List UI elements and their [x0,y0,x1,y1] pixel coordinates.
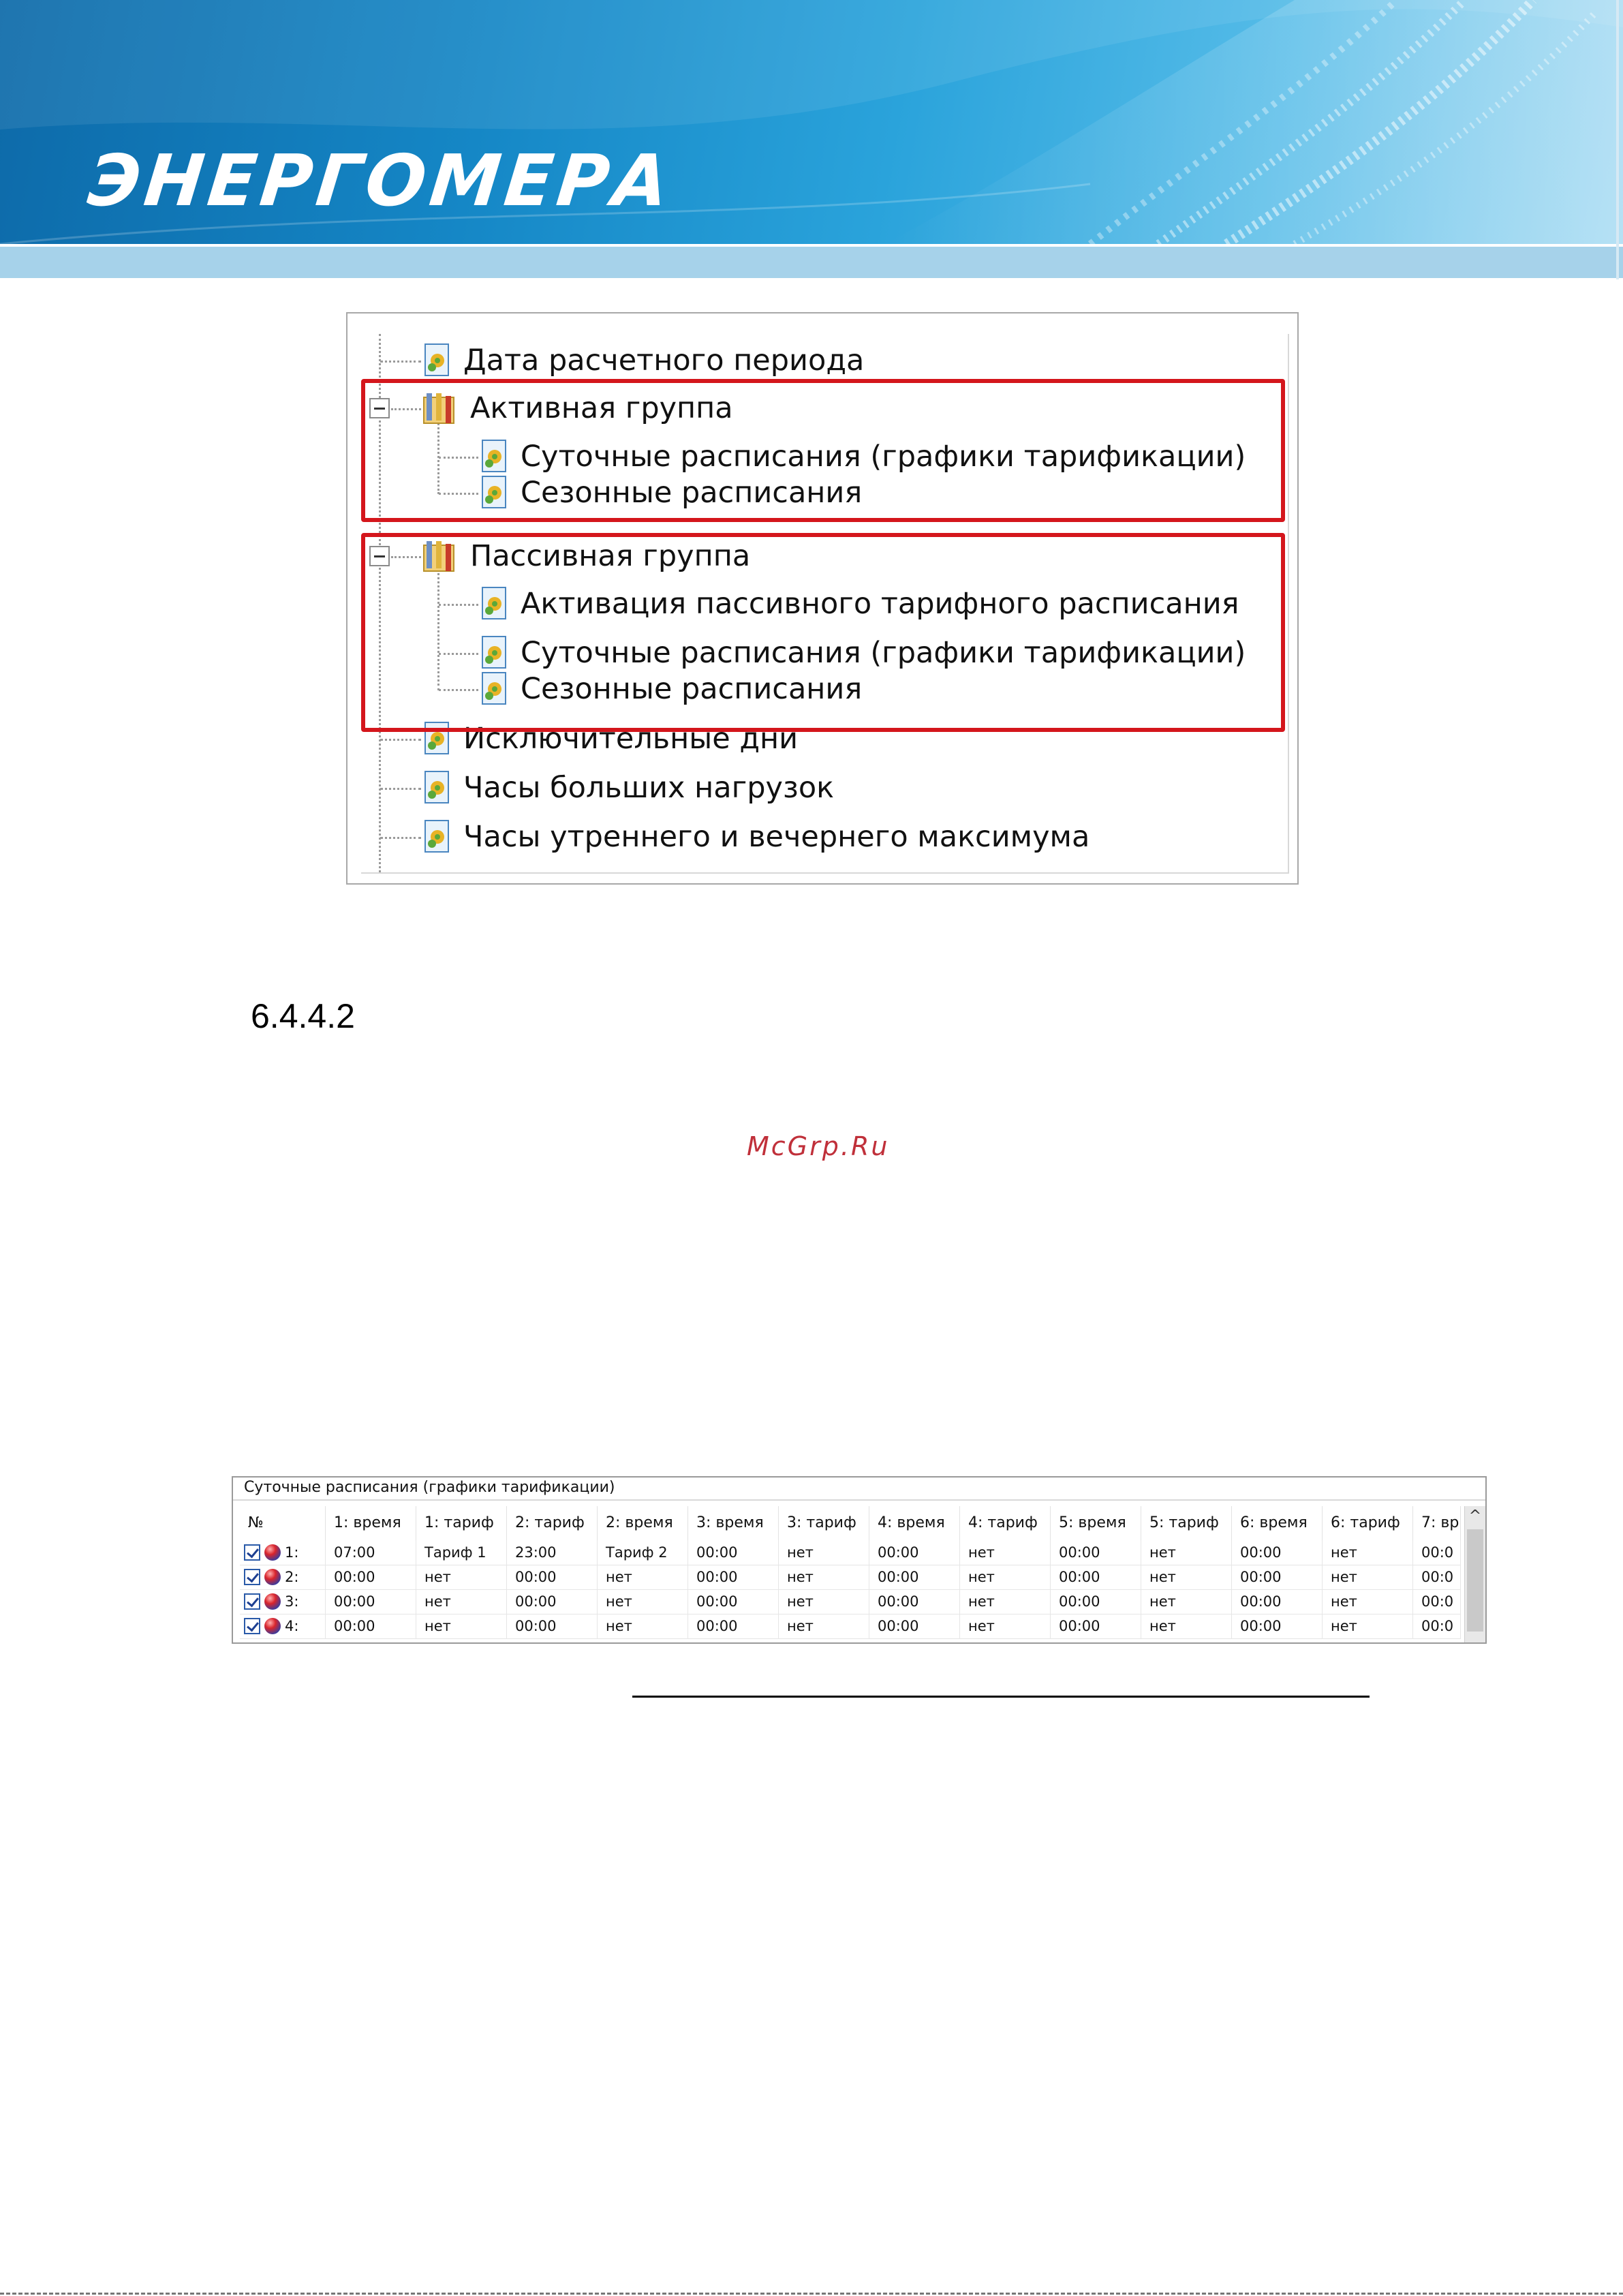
table-cell[interactable]: 00:00 [326,1589,416,1614]
table-cell[interactable]: нет [779,1540,869,1565]
tree-connector [380,837,421,839]
tree-item-label: Сезонные расписания [521,476,863,510]
row-checkbox[interactable] [244,1569,260,1585]
table-cell[interactable]: 00:00 [1232,1614,1323,1638]
tree-connector [380,788,421,790]
row-number: 4: [285,1618,299,1634]
table-cell[interactable]: 00:00 [869,1565,960,1589]
table-cell[interactable]: 00:00 [507,1565,598,1589]
table-cell[interactable]: 00:0 [1413,1565,1461,1589]
table-cell[interactable]: нет [779,1565,869,1589]
column-header[interactable]: 4: тариф [960,1506,1051,1540]
tree-item-label: Исключительные дни [463,722,799,756]
tree-item-label: Пассивная группа [470,539,751,573]
status-ball-icon [264,1593,281,1610]
row-checkbox[interactable] [244,1544,260,1561]
status-ball-icon [264,1618,281,1634]
row-number: 3: [285,1593,299,1610]
scroll-up-icon[interactable]: ^ [1468,1507,1482,1525]
table-row[interactable] [240,1565,1461,1590]
table-cell[interactable]: нет [598,1565,688,1589]
table-cell[interactable]: нет [1141,1589,1232,1614]
scrollbar-thumb[interactable] [1467,1529,1483,1632]
tree-item-label: Суточные расписания (графики тарификации) [521,636,1246,670]
row-number: 2: [285,1569,299,1585]
table-cell[interactable]: 00:00 [1051,1589,1141,1614]
row-checkbox[interactable] [244,1593,260,1610]
table-cell[interactable]: 00:00 [1232,1565,1323,1589]
row-number-cell [240,1614,326,1638]
table-cell[interactable]: 00:0 [1413,1614,1461,1638]
table-cell[interactable]: 00:00 [869,1589,960,1614]
table-cell[interactable]: Тариф 1 [416,1540,507,1565]
column-header[interactable]: 7: вр [1413,1506,1461,1540]
tree-item-label: Активная группа [470,391,733,425]
table-row[interactable] [240,1540,1461,1565]
column-header[interactable]: № [240,1506,326,1540]
table-cell[interactable]: нет [1141,1614,1232,1638]
tree-connector [380,361,421,363]
row-number: 1: [285,1544,299,1561]
table-cell[interactable]: 23:00 [507,1540,598,1565]
table-cell[interactable]: 00:00 [688,1589,779,1614]
row-number-cell [240,1589,326,1614]
table-cell[interactable]: 00:00 [326,1565,416,1589]
grid-title: Суточные расписания (графики тарификации) [244,1479,615,1496]
table-cell[interactable]: нет [779,1614,869,1638]
tree-item[interactable] [422,816,1089,858]
column-header[interactable]: 4: время [869,1506,960,1540]
page-footer-line [0,2293,1623,2295]
document-gear-icon [422,819,454,855]
table-row[interactable] [240,1589,1461,1614]
table-cell[interactable]: нет [1323,1589,1413,1614]
banner-edge-line [1616,0,1619,279]
table-cell[interactable]: нет [416,1589,507,1614]
row-number-cell [240,1565,326,1589]
table-cell[interactable]: нет [1141,1540,1232,1565]
table-cell[interactable]: нет [1323,1540,1413,1565]
table-cell[interactable]: 00:00 [688,1565,779,1589]
table-cell[interactable]: Тариф 2 [598,1540,688,1565]
column-header[interactable]: 2: тариф [507,1506,598,1540]
column-header[interactable]: 6: время [1232,1506,1323,1540]
table-cell[interactable]: нет [779,1589,869,1614]
company-logo: ЭНЕРГОМЕРА [84,139,677,222]
table-cell[interactable]: 00:00 [1232,1589,1323,1614]
table-cell[interactable]: 00:00 [1232,1540,1323,1565]
table-cell[interactable]: нет [598,1589,688,1614]
grid-header [240,1506,1461,1540]
header-banner [0,0,1623,244]
tree-item-label: Дата расчетного периода [463,343,865,378]
table-cell[interactable]: нет [598,1614,688,1638]
table-cell[interactable]: 00:00 [688,1614,779,1638]
document-gear-icon [422,770,454,806]
table-cell[interactable]: 00:00 [507,1589,598,1614]
table-cell[interactable]: нет [1323,1565,1413,1589]
table-cell[interactable]: 00:00 [1051,1540,1141,1565]
document-gear-icon [422,343,454,378]
header-stripe [0,247,1623,278]
table-cell[interactable]: 07:00 [326,1540,416,1565]
status-ball-icon [264,1544,281,1561]
column-header[interactable]: 5: время [1051,1506,1141,1540]
column-header[interactable]: 3: время [688,1506,779,1540]
tree-item-label: Часы больших нагрузок [463,771,835,805]
tree-item[interactable] [422,339,864,382]
table-cell[interactable]: 00:0 [1413,1589,1461,1614]
row-checkbox[interactable] [244,1618,260,1634]
tree-connector [380,739,421,741]
table-cell[interactable]: нет [416,1565,507,1589]
tree-item-label: Сезонные расписания [521,672,863,706]
table-cell[interactable]: нет [960,1614,1051,1638]
table-cell[interactable]: нет [960,1565,1051,1589]
column-header[interactable]: 2: время [598,1506,688,1540]
table-cell[interactable]: 00:00 [326,1614,416,1638]
column-header[interactable]: 3: тариф [779,1506,869,1540]
tree-item-label: Суточные расписания (графики тарификации) [521,440,1246,474]
tree-item-label: Активация пассивного тарифного расписания [521,587,1239,621]
table-row[interactable] [240,1614,1461,1639]
table-cell[interactable]: нет [416,1614,507,1638]
table-cell[interactable]: 00:00 [869,1540,960,1565]
highlight-passive-group [361,533,1285,732]
tree-screenshot [346,312,1299,885]
highlight-active-group [361,379,1285,522]
table-cell[interactable]: нет [1323,1614,1413,1638]
row-number-cell [240,1540,326,1565]
table-cell[interactable]: 00:00 [869,1614,960,1638]
column-header[interactable]: 1: тариф [416,1506,507,1540]
table-cell[interactable]: 00:00 [1051,1565,1141,1589]
table-cell[interactable]: 00:0 [1413,1540,1461,1565]
tree-item-label: Часы утреннего и вечернего максимума [463,820,1090,854]
table-cell[interactable]: 00:00 [688,1540,779,1565]
table-cell[interactable]: 00:00 [1051,1614,1141,1638]
column-header[interactable]: 1: время [326,1506,416,1540]
table-cell[interactable]: 00:00 [507,1614,598,1638]
grid-title-divider [233,1499,1485,1501]
column-header[interactable]: 5: тариф [1141,1506,1232,1540]
table-cell[interactable]: нет [960,1589,1051,1614]
caption-underline [632,1696,1370,1698]
column-header[interactable]: 6: тариф [1323,1506,1413,1540]
table-cell[interactable]: нет [960,1540,1051,1565]
tree-item[interactable] [422,767,834,809]
section-number: 6.4.4.2 [251,997,355,1035]
table-cell[interactable]: нет [1141,1565,1232,1589]
status-ball-icon [264,1569,281,1585]
watermark: McGrp.Ru [747,1131,890,1161]
daily-schedule-grid [232,1476,1487,1644]
